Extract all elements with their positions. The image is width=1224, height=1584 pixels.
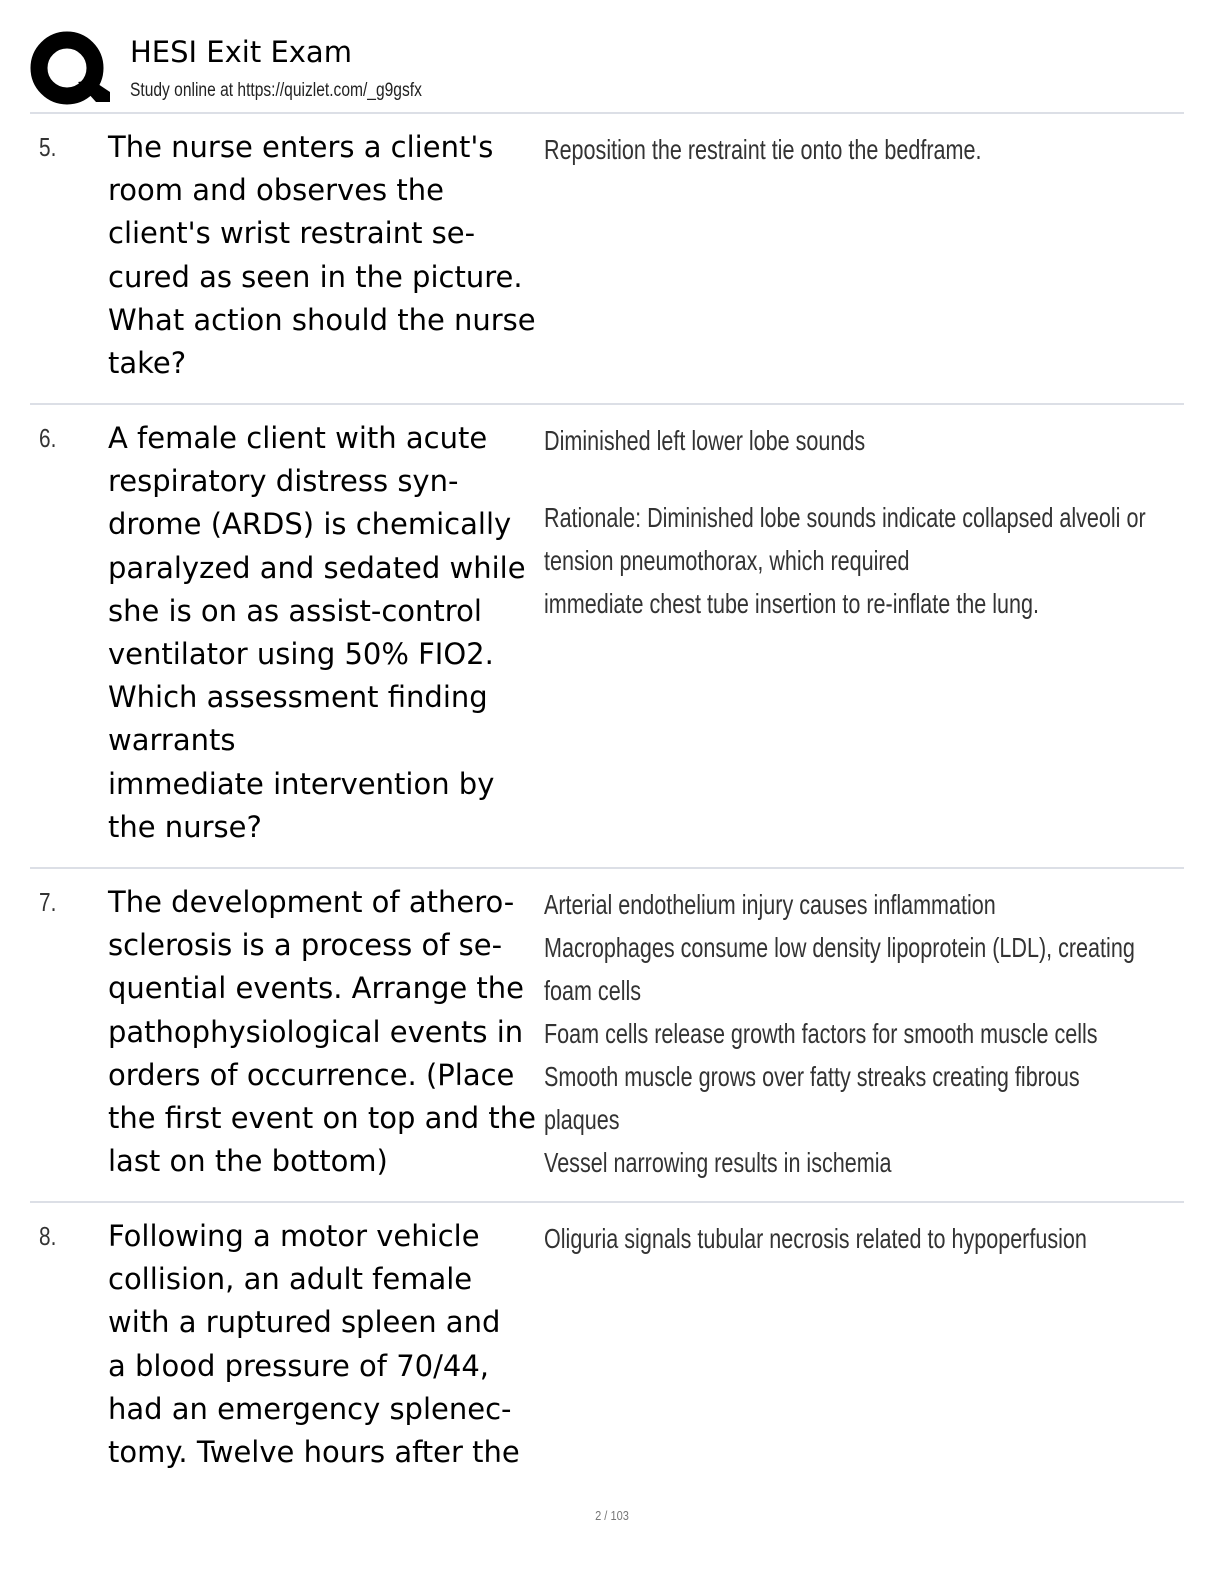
definition-line: Rationale: Diminished lobe sounds indicate collapsed alveoli or <box>544 502 1146 533</box>
page-indicator: 2 / 103 <box>595 1508 629 1523</box>
term-line: the nurse? <box>108 809 262 844</box>
card-term <box>108 417 548 849</box>
term-line: last on the bottom) <box>108 1144 388 1179</box>
definition-line: Macrophages consume low density lipoprotein (LDL), creating <box>544 932 1135 963</box>
card-definition <box>544 128 1145 171</box>
term-line: a blood pressure of 70/44, <box>108 1348 490 1383</box>
term-line: the first event on top and the <box>108 1101 536 1136</box>
card-number: 7. <box>39 887 57 917</box>
flashcard-row <box>30 869 1184 1203</box>
card-definition <box>544 883 1145 1184</box>
term-line: warrants <box>108 723 236 758</box>
term-line: ventilator using 50% FIO2. <box>108 637 494 672</box>
flashcard-row <box>30 114 1184 405</box>
term-line: room and observes the <box>108 173 444 208</box>
term-line: What action should the nurse <box>108 302 536 337</box>
card-number: 8. <box>39 1221 57 1251</box>
definition-line: Arterial endothelium injury causes inflammation <box>544 889 996 920</box>
definition-line: tension pneumothorax, which required <box>544 545 910 576</box>
term-line: A female client with acute <box>108 421 488 455</box>
term-line: quential events. Arrange the <box>108 971 525 1006</box>
flashcard-row <box>30 405 1184 869</box>
term-line: immediate intervention by <box>108 766 495 801</box>
term-line: The nurse enters a client's <box>108 130 494 164</box>
term-line: take? <box>108 346 187 381</box>
term-line: orders of occurrence. (Place <box>108 1057 515 1092</box>
page-header <box>30 28 1184 114</box>
term-line: drome (ARDS) is chemically <box>108 507 512 542</box>
term-line: cured as seen in the picture. <box>108 259 523 294</box>
card-term <box>108 1215 548 1474</box>
term-line: Following a motor vehicle <box>108 1219 480 1253</box>
definition-line: Vessel narrowing results in ischemia <box>544 1147 892 1178</box>
term-line: tomy. Twelve hours after the <box>108 1435 520 1470</box>
definition-line: immediate chest tube insertion to re-inflate the lung. <box>544 588 1039 619</box>
term-line: sclerosis is a process of se- <box>108 928 503 963</box>
card-term <box>108 126 548 385</box>
definition-line: Diminished left lower lobe sounds <box>544 425 866 456</box>
definition-line: Reposition the restraint tie onto the bedframe. <box>544 134 982 165</box>
term-line: had an emergency splenec- <box>108 1391 512 1426</box>
quizlet-logo-icon <box>30 30 110 110</box>
flashcard-list <box>30 114 1184 1503</box>
term-line: pathophysiological events in <box>108 1014 524 1049</box>
term-line: client's wrist restraint se- <box>108 216 476 251</box>
card-number: 5. <box>39 132 57 162</box>
term-line: respiratory distress syn- <box>108 464 459 499</box>
term-line: with a ruptured spleen and <box>108 1305 501 1340</box>
definition-line: plaques <box>544 1104 620 1135</box>
card-number: 6. <box>39 423 57 453</box>
term-line: collision, an adult female <box>108 1262 473 1297</box>
definition-line: Smooth muscle grows over fatty streaks creating fibrous <box>544 1061 1080 1092</box>
definition-line: Foam cells release growth factors for smooth muscle cells <box>544 1018 1098 1049</box>
document-title: HESI Exit Exam <box>130 35 352 69</box>
card-definition <box>544 1217 1145 1260</box>
flashcard-row <box>30 1203 1184 1503</box>
term-line: Which assessment finding <box>108 680 488 715</box>
definition-line: foam cells <box>544 975 642 1006</box>
definition-line: Oliguria signals tubular necrosis related to hypoperfusion <box>544 1223 1087 1254</box>
study-online-link[interactable]: Study online at https://quizlet.com/_g9gsfx <box>130 80 422 101</box>
term-line: paralyzed and sedated while <box>108 550 526 585</box>
definition-spacer <box>544 462 1145 496</box>
card-term <box>108 881 548 1183</box>
card-definition <box>544 419 1145 625</box>
term-line: she is on as assist-control <box>108 593 482 628</box>
term-line: The development of athero- <box>108 885 515 919</box>
